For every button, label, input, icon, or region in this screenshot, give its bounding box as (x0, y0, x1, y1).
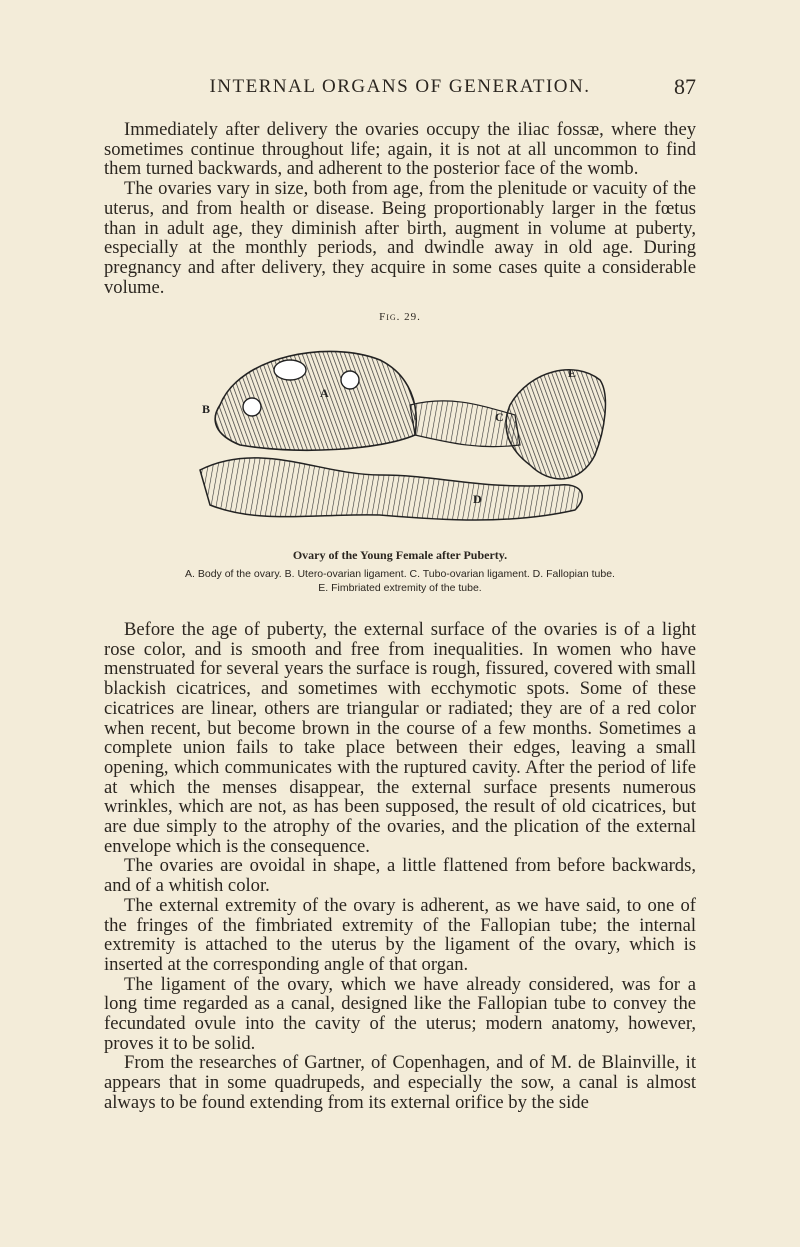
page-number: 87 (674, 74, 696, 99)
running-head: INTERNAL ORGANS OF GENERATION. (209, 76, 591, 97)
caption-legend-line: E. Fimbriated extremity of the tube. (318, 582, 482, 594)
caption-title: Ovary of the Young Female after Puberty. (292, 548, 508, 562)
paragraph: From the researches of Gartner, of Copenhagen, and of M. de Blainville, it appears that in some quadrupeds, and especially the sow, a canal is almost always to be found extending from its external orifice by the side (104, 1052, 696, 1113)
figure-letter-c: C (495, 410, 504, 424)
ovary-illustration (180, 335, 620, 540)
fimbriated-end-shape (506, 370, 605, 479)
figure-label: Fig. 29. (379, 311, 421, 323)
vesicle-shape (341, 371, 359, 389)
vesicle-shape (274, 360, 306, 380)
page-header (104, 76, 696, 106)
fallopian-tube-shape (200, 458, 582, 520)
paragraph: The ovaries are ovoidal in shape, a little flattened from before backwards, and of a whitish color. (104, 855, 696, 897)
figure-letter-a: A (320, 386, 329, 400)
figure-letter-b: B (202, 402, 211, 416)
vesicle-shape (243, 398, 261, 416)
text-block-bottom (104, 620, 696, 1113)
paragraph: Immediately after delivery the ovaries occupy the iliac fossæ, where they sometimes continue throughout life; again, it is not at all uncommon to find them turned backwards, and adherent to the posterior face of the womb. (104, 119, 696, 180)
figure-caption (104, 548, 696, 595)
paragraph: The ligament of the ovary, which we have already considered, was for a long time regarded as a canal, designed like the Fallopian tube to convey the fecundated ovule into the cavity of the uterus; modern anatomy, however, proves it to be solid. (104, 973, 696, 1054)
figure-letter-d: D (473, 492, 482, 506)
paragraph: The ovaries vary in size, both from age, from the plenitude or vacuity of the uterus, and from health or disease. Being proportionably larger in the fœtus than in adult age, they diminish after birth, augment in volume at puberty, especially at the monthly periods, and dwindle away in old age. During pregnancy and after delivery, they acquire in some cases quite a considerable volume. (104, 178, 696, 298)
text-block-top (104, 120, 696, 297)
figure-letter-e: E (568, 366, 577, 380)
paragraph: Before the age of puberty, the external surface of the ovaries is of a light rose color, and is smooth and free from inequalities. In women who have menstruated for several years the surface is rough, fissured, covered with small blackish cicatrices, and sometimes with ecchymotic spots. Some of these cicatrices are linear, others are triangular or radiated; they are of a red color when recent, but become brown in the course of a few months. Sometimes a complete union fails to take place between their edges, leaving a small opening, which communicates with the ruptured cavity. After the period of life at which the menses disappear, the external surface presents numerous wrinkles, which are not, as has been supposed, the result of old cicatrices, but are due simply to the atrophy of the ovaries, and the plication of the external envelope which is the consequence. (104, 619, 696, 857)
caption-legend-line: A. Body of the ovary. B. Utero-ovarian ligament. C. Tubo-ovarian ligament. D. Fallopian tube. (185, 568, 615, 580)
paragraph: The external extremity of the ovary is adherent, as we have said, to one of the fringes of the fimbriated extremity of the Fallopian tube; the internal extremity is attached to the uterus by the ligament of the ovary, which is inserted at the corresponding angle of that organ. (104, 894, 696, 975)
